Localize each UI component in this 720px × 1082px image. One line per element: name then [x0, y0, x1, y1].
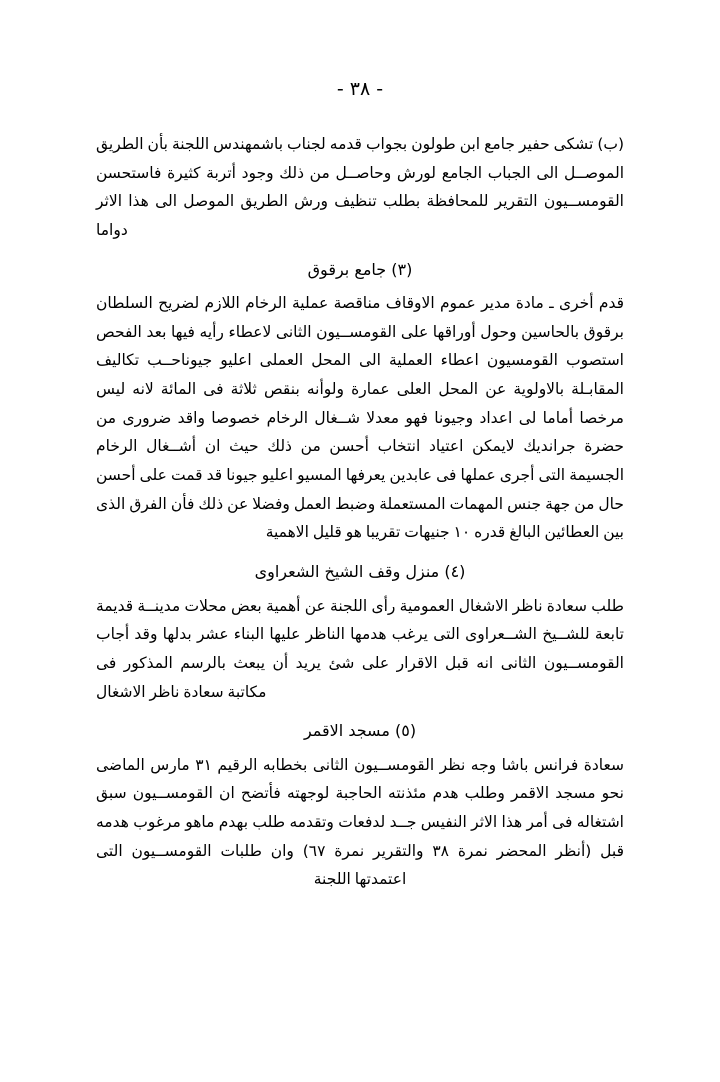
paragraph-block-4: [96, 592, 624, 707]
paragraph-text: طلب سعادة ناظر الاشغال العمومية رأى اللجنة عن أهمية بعض محلات مدينــة قديمة تابعة للشــيخ الشــعراوى التى يرغب هدمها الناظر عليها البناء عشر بدلها وقد أجاب القومســيون الثانى انه قبل الاقرار على شئ يريد أن يبعث بالرسم المذكور فى مكاتبة سعادة ناظر الاشغال: [96, 596, 624, 701]
page-number: - ٣٨ -: [336, 78, 384, 100]
section-heading-3: (٣) جامع برقوق: [307, 259, 413, 279]
paragraph-block-3: [96, 289, 624, 547]
paragraph-text: قدم أخرى ـ مادة مدير عموم الاوقاف مناقصة عملية الرخام اللازم لضريح السلطان برقوق بالحاسين وحول أوراقها على القومســيون الثانى لاعطاء رأيه فيها بعد الفحص استصوب القومسيون اعطاء العملية الى المحل العملى اعليو جيوناحــب تكاليف المقابـلة بالاولوية عن المحل العلى عمارة ولوأنه بنقص ثلاثة فى المائة لانه ليس مرخصا أماما لى اعداد وجيونا فهو معدلا شــغال الرخام خصوصا واقد ضرورى من حضرة جرانديك لايمكن اعتياد انتخاب أحسن من ذلك حيث ان أشــغال الرخام الجسيمة التى أجرى عملها فى عابدين يعرفها المسيو اعليو جيونا قد قمت على أحسن حال من جهة جنس المهمات المستعملة وضبط العمل وفضلا عن ذلك فأن الفرق الذى بين العطائين البالغ قدره ١٠ جنيهات تقريبا هو قليل الاهمية: [96, 294, 624, 542]
paragraph-text: سعادة فرانس باشا وجه نظر القومســيون الثانى بخطابه الرقيم ٣١ مارس الماضى نحو مسجد الاقمر وطلب هدم مئذنته الحاجبة لوجهته فأتضح ان القومســيون سبق اشتغاله فى أمر هذا الاثر النفيس جــد لدفعات وتقدمه طلب بهدم ماهو مرغوب هدمه قبل (أنظر المحضر نمرة ٣٨ والتقرير نمرة ٦٧) وان طلبات القومســيون التى اعتمدتها اللجنة: [96, 755, 624, 889]
section-heading-5: (٥) مسجد الاقمر: [303, 721, 417, 741]
paragraph-block-b: [96, 130, 624, 245]
paragraph-text: (ب) تشكى حفير جامع ابن طولون بجواب قدمه لجناب باشمهندس اللجنة بأن الطريق الموصــل الى الجباب الجامع لورش وحاصــل من ذلك وجود أتربة كثيرة فاستحسن القومســيون التقرير للمحافظة بطلب تنظيف ورش الطريق الموصل الى هذا الاثر دواما: [96, 135, 624, 240]
paragraph-block-5: [96, 751, 624, 894]
section-heading-4: (٤) منزل وقف الشيخ الشعراوى: [254, 562, 466, 582]
